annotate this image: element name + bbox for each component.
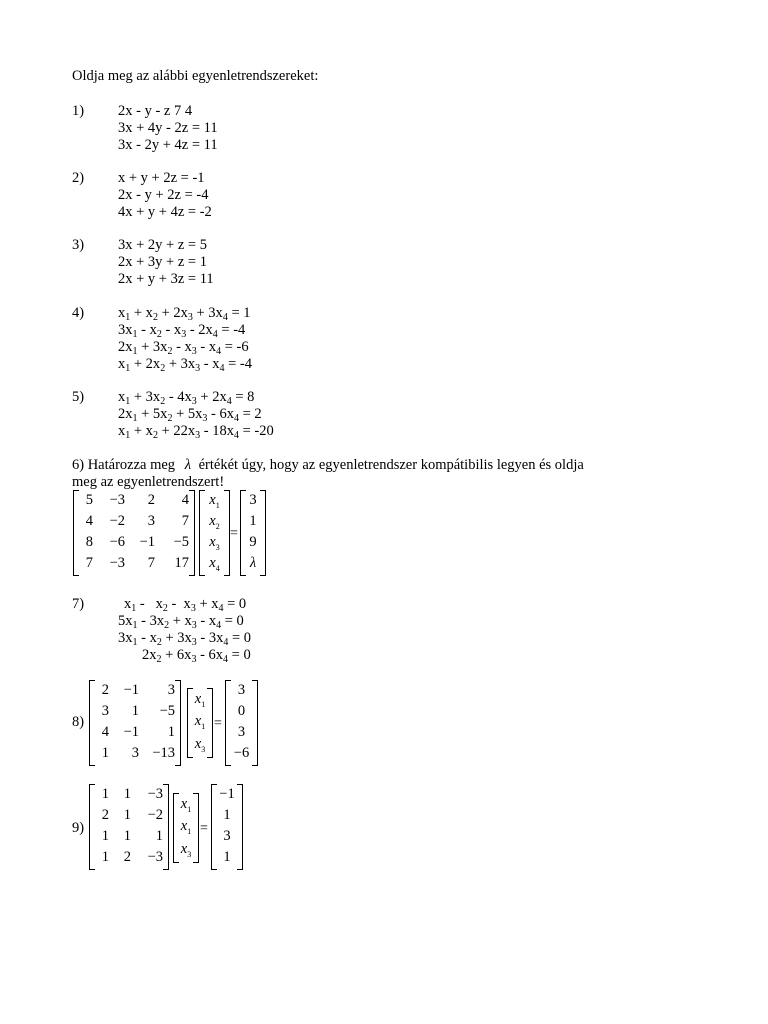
unknown-variable: $x_1$ — [194, 690, 206, 709]
p6-coefficient-matrix — [73, 490, 195, 576]
problem-7-number: 7) — [72, 596, 85, 612]
matrix-row — [95, 722, 175, 743]
p7-eq-3: $3x_1 - x_2 + 3x_3 - 3x_4 = 0$ — [118, 630, 252, 648]
unknown-variable: $x_3$ — [194, 736, 206, 755]
p7-eq-4: $2x_2 + 6x_3 - 6x_4 = 0$ — [142, 647, 251, 665]
matrix-cell: 1 — [101, 745, 109, 761]
unknown-variable: $x_3$ — [209, 534, 220, 552]
matrix-cell: 3 — [131, 745, 139, 761]
p8-equals: = — [214, 716, 222, 731]
matrix-cell: −2 — [109, 513, 125, 529]
p4-eq-1: $x_1 + x_2 + 2x_3 + 3x_4 = 1$ — [118, 305, 251, 323]
p2-eq-1: x + y + 2z = -1 — [118, 170, 205, 186]
matrix-cell: 1 — [155, 828, 163, 844]
matrix-cell: 1 — [123, 807, 131, 823]
p4-eq-2: $3x_1 - x_2 - x_3 - 2x_4 = -4$ — [118, 322, 246, 340]
unknown-variable: $x_4$ — [209, 555, 220, 573]
p2-eq-2: 2x - y + 2z = -4 — [118, 187, 209, 203]
matrix-cell: 1 — [101, 849, 109, 865]
matrix-row — [95, 743, 175, 764]
matrix-cell: 4 — [181, 492, 189, 508]
matrix-cell: 7 — [85, 555, 93, 571]
matrix-cell: 2 — [101, 807, 109, 823]
problem-8-number: 8) — [72, 714, 85, 730]
vector-cell: 3 — [237, 682, 246, 698]
vector-cell: 9 — [249, 534, 257, 550]
p6-text-b: értékét úgy, hogy az egyenletrendszer kompátibilis legyen és oldja — [198, 457, 584, 473]
vector-cell: 1 — [223, 807, 231, 823]
vector-cell: 3 — [237, 724, 246, 740]
matrix-cell: 8 — [85, 534, 93, 550]
p6-text-line-2: meg az egyenletrendszert! — [72, 474, 225, 490]
matrix-cell: −1 — [123, 682, 139, 698]
matrix-cell: −6 — [109, 534, 125, 550]
lambda-symbol: λ — [184, 457, 191, 473]
matrix-cell: 1 — [101, 828, 109, 844]
unknown-variable: $x_2$ — [209, 513, 220, 531]
unknown-variable: $x_1$ — [180, 795, 192, 814]
matrix-cell: 4 — [85, 513, 93, 529]
p9-equals: = — [200, 821, 208, 836]
unknown-variable: $x_1$ — [180, 818, 192, 837]
p8-rhs-vector — [225, 680, 258, 766]
p6-rhs-vector — [240, 490, 266, 576]
matrix-row — [95, 805, 163, 826]
matrix-cell: −5 — [173, 534, 189, 550]
p1-eq-1: 2x - y - z 7 4 — [118, 103, 193, 119]
matrix-row — [95, 826, 163, 847]
matrix-row — [79, 553, 189, 574]
problem-2-number: 2) — [72, 170, 85, 186]
matrix-cell: 1 — [167, 724, 175, 740]
matrix-cell: 17 — [174, 555, 189, 571]
vector-cell: −6 — [233, 745, 250, 761]
matrix-cell: 3 — [147, 513, 155, 529]
p9-coefficient-matrix — [89, 784, 169, 870]
matrix-cell: 1 — [131, 703, 139, 719]
matrix-cell: −3 — [147, 849, 163, 865]
p9-rhs-vector — [211, 784, 243, 870]
p4-eq-3: $2x_1 + 3x_2 - x_3 - x_4 = -6$ — [118, 339, 249, 357]
matrix-cell: 5 — [85, 492, 93, 508]
problem-1-number: 1) — [72, 103, 85, 119]
matrix-row — [95, 701, 175, 722]
matrix-cell: 3 — [101, 703, 109, 719]
matrix-cell: 1 — [123, 828, 131, 844]
matrix-row — [79, 490, 189, 511]
matrix-row — [95, 847, 163, 868]
p6-equals: = — [230, 526, 238, 541]
matrix-cell: −1 — [139, 534, 155, 550]
matrix-cell: −3 — [147, 786, 163, 802]
p3-eq-2: 2x + 3y + z = 1 — [118, 254, 207, 270]
unknown-variable: $x_1$ — [194, 713, 206, 732]
matrix-cell: −13 — [152, 745, 175, 761]
matrix-cell: 3 — [167, 682, 175, 698]
matrix-cell: −3 — [109, 555, 125, 571]
matrix-cell: 7 — [147, 555, 155, 571]
vector-cell: 3 — [249, 492, 257, 508]
problem-9-number: 9) — [72, 820, 85, 836]
p8-coefficient-matrix — [89, 680, 181, 766]
p5-eq-1: $x_1 + 3x_2 - 4x_3 + 2x_4 = 8$ — [118, 389, 255, 407]
p4-eq-4: $x_1 + 2x_2 + 3x_3 - x_4 = -4$ — [118, 356, 252, 374]
matrix-cell: 1 — [101, 786, 109, 802]
vector-cell: 1 — [249, 513, 257, 529]
problem-3-number: 3) — [72, 237, 85, 253]
problem-5-number: 5) — [72, 389, 85, 405]
matrix-cell: −2 — [147, 807, 163, 823]
p6-text-line-1 — [72, 457, 584, 474]
vector-cell: 3 — [223, 828, 231, 844]
p3-eq-3: 2x + y + 3z = 11 — [118, 271, 214, 287]
matrix-cell: 4 — [101, 724, 109, 740]
matrix-cell: 2 — [101, 682, 109, 698]
intro-text: Oldja meg az alábbi egyenletrendszereket: — [72, 68, 319, 84]
matrix-row — [95, 680, 175, 701]
matrix-row — [79, 532, 189, 553]
vector-cell: 1 — [223, 849, 231, 865]
p6-unknown-vector — [199, 490, 230, 576]
matrix-cell: −1 — [123, 724, 139, 740]
unknown-variable: $x_1$ — [209, 492, 220, 510]
p5-eq-2: $2x_1 + 5x_2 + 5x_3 - 6x_4 = 2$ — [118, 406, 262, 424]
p8-unknown-vector — [187, 688, 213, 758]
vector-cell: 0 — [237, 703, 246, 719]
p1-eq-2: 3x + 4y - 2z = 11 — [118, 120, 218, 136]
matrix-cell: −5 — [159, 703, 175, 719]
problem-4-number: 4) — [72, 305, 85, 321]
matrix-row — [95, 784, 163, 805]
matrix-cell: 2 — [147, 492, 155, 508]
p5-eq-3: $x_1 + x_2 + 22x_3 - 18x_4 = -20$ — [118, 423, 274, 441]
vector-cell: λ — [249, 555, 257, 571]
matrix-cell: 7 — [181, 513, 189, 529]
p6-text-a: 6) Határozza meg — [72, 457, 176, 473]
p3-eq-1: 3x + 2y + z = 5 — [118, 237, 207, 253]
p2-eq-3: 4x + y + 4z = -2 — [118, 204, 212, 220]
matrix-cell: −3 — [109, 492, 125, 508]
unknown-variable: $x_3$ — [180, 841, 192, 860]
matrix-cell: 2 — [123, 849, 131, 865]
p1-eq-3: 3x - 2y + 4z = 11 — [118, 137, 218, 153]
vector-cell: −1 — [219, 786, 235, 802]
p7-eq-1: $x_1 - x_2 - x_3 + x_4 = 0$ — [124, 596, 247, 614]
p9-unknown-vector — [173, 793, 199, 863]
p7-eq-2: $5x_1 - 3x_2 + x_3 - x_4 = 0$ — [118, 613, 244, 631]
matrix-cell: 1 — [123, 786, 131, 802]
matrix-row — [79, 511, 189, 532]
